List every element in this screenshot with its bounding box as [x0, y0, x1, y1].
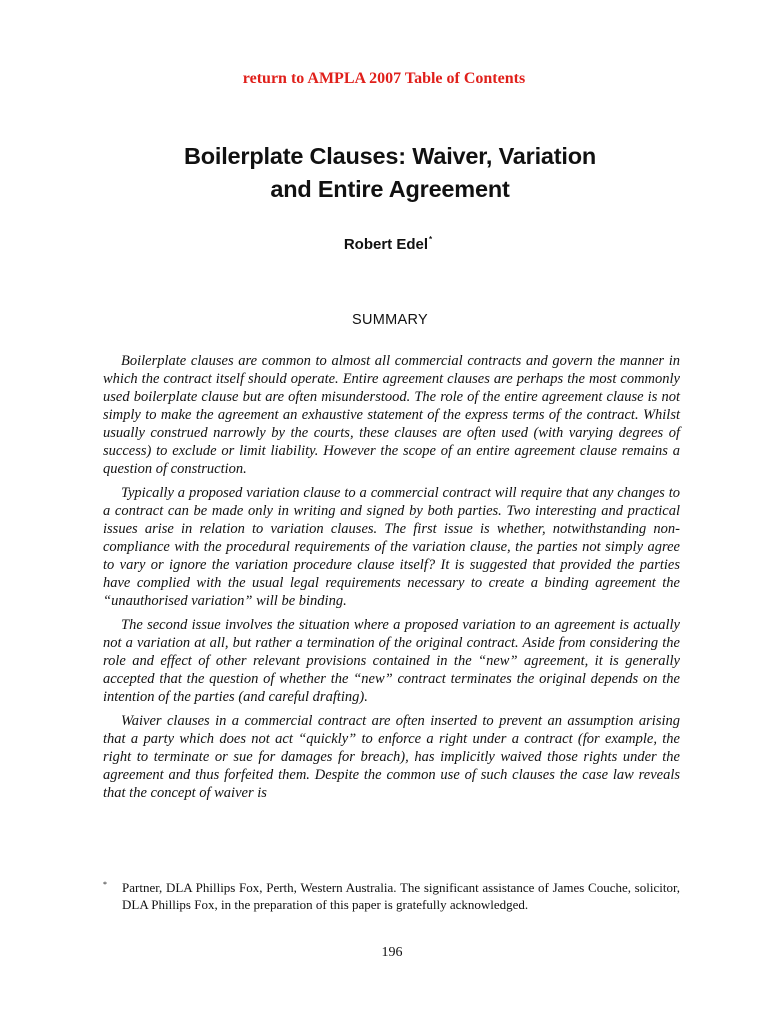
toc-return-link[interactable]: return to AMPLA 2007 Table of Contents [242, 70, 526, 87]
footnote [103, 880, 680, 913]
summary-paragraph-4: Waiver clauses in a commercial contract are often inserted to prevent an assumption arising that a party which does not act “quickly” to enforce a right under a contract (for example, the right to terminate or sue for damages for breach), has implicitly waived those rights under the agreement and thus forfeited them. Despite the common use of such clauses the case law reveals that the concept of waiver is [103, 713, 680, 801]
author-footnote-mark: * [429, 235, 433, 244]
summary-paragraph-1: Boilerplate clauses are common to almost all commercial contracts and govern the manner in which the contract itself should operate. Entire agreement clauses are perhaps the most commonly used boilerplate clause but are often misunderstood. The role of the entire agreement clause is not simply to make the agreement an exhaustive statement of the express terms of the contract. Whilst usually construed narrowly by the courts, these clauses are often used (with varying degrees of success) to exclude or limit liability. However the scope of an entire agreement clause remains a question of construction. [103, 353, 680, 477]
summary-heading: SUMMARY [352, 312, 428, 328]
title-line-2: and Entire Agreement [270, 176, 510, 202]
summary-body [103, 352, 680, 808]
footnote-text: Partner, DLA Phillips Fox, Perth, Western Australia. The significant assistance of James Couche, solicitor, DLA Phillips Fox, in the preparation of this paper is gratefully acknowledged. [122, 880, 680, 912]
paper-title [90, 140, 690, 206]
summary-paragraph-3: The second issue involves the situation where a proposed variation to an agreement is actually not a variation at all, but rather a termination of the original contract. Aside from considering the role and effect of other relevant provisions contained in the “new” agreement, it is generally accepted that the question of whether the “new” contract terminates the original depends on the intention of the parties (and careful drafting). [103, 617, 680, 705]
title-line-1: Boilerplate Clauses: Waiver, Variation [183, 143, 597, 169]
author-byline [0, 236, 768, 253]
footnote-mark: * [103, 880, 107, 889]
summary-paragraph-2: Typically a proposed variation clause to a commercial contract will require that any changes to a contract can be made only in writing and signed by both parties. Two interesting and practical issues arise in relation to variation clauses. The first issue is whether, notwithstanding non-compliance with the procedural requirements of the variation clause, the parties not simply agree to vary or ignore the variation procedure clause itself? It is suggested that provided the parties have complied with the usual legal requirements necessary to create a binding agreement the “unauthorised variation” will be binding. [103, 485, 680, 609]
page-number: 196 [381, 945, 403, 960]
author-name: Robert Edel [343, 236, 429, 253]
